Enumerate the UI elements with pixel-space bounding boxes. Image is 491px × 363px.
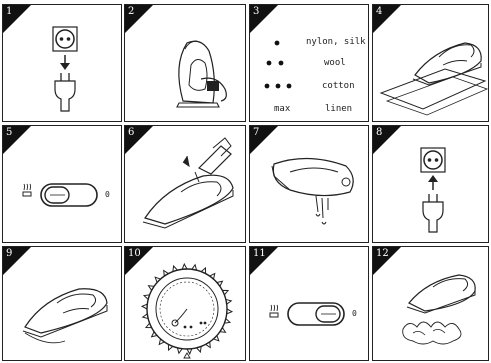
iron-vertical-steam-illustration	[373, 247, 489, 361]
wall-socket-unplug-illustration	[3, 5, 122, 122]
step-number: 11	[253, 248, 266, 259]
step-number: 9	[6, 248, 13, 259]
dial-tooth	[222, 290, 228, 294]
dial-tooth	[164, 270, 169, 276]
dial-tooth	[206, 342, 211, 348]
steam-switch-off-illustration	[250, 247, 369, 361]
step-panel-12	[372, 246, 489, 361]
wall-socket-unplug-illustration	[373, 126, 489, 243]
dial-tooth	[201, 268, 205, 274]
step-number: 4	[376, 6, 383, 17]
dial-tooth	[168, 344, 172, 350]
step-number: 6	[128, 127, 135, 138]
dial-tooth	[192, 265, 197, 270]
iron-resting-illustration	[3, 247, 122, 361]
step-panel-5	[2, 125, 122, 243]
step-panel-2	[124, 4, 246, 122]
step-number: 12	[376, 248, 389, 259]
step-number: 1	[6, 6, 13, 17]
step-panel-6	[124, 125, 246, 243]
steam-icon	[23, 184, 31, 196]
iron-on-fabric-illustration	[373, 5, 489, 122]
dial-tooth	[226, 299, 231, 304]
dial-tooth	[143, 314, 148, 319]
step-panel-10	[124, 246, 246, 361]
fabric-label-cotton: cotton	[322, 81, 355, 91]
step-panel-7	[249, 125, 369, 243]
dial-tooth	[214, 336, 219, 341]
off-mark: 0	[352, 309, 357, 318]
dial-tooth	[155, 277, 160, 282]
off-mark: 0	[105, 190, 110, 199]
max-label: max	[274, 104, 291, 114]
step-number: 5	[6, 127, 13, 138]
step-panel-8	[372, 125, 489, 243]
step-number: 2	[128, 6, 135, 17]
step-panel-9	[2, 246, 122, 361]
steam-switch-on-illustration	[3, 126, 122, 243]
iron-fill-water-illustration	[125, 126, 246, 243]
temperature-dial-illustration	[125, 247, 246, 361]
step-number: 10	[128, 248, 141, 259]
step-number: 3	[253, 6, 260, 17]
dial-tooth	[210, 274, 215, 279]
dial-tooth	[177, 348, 182, 353]
step-panel-11	[249, 246, 369, 361]
dial-tooth	[152, 332, 157, 337]
step-number: 8	[376, 127, 383, 138]
step-number: 7	[253, 127, 260, 138]
dial-tooth	[146, 323, 152, 327]
dial-tooth	[148, 286, 154, 291]
dial-tooth	[220, 328, 226, 333]
fabric-label-wool: wool	[324, 58, 346, 68]
step-panel-1	[2, 4, 122, 122]
step-panel-3	[249, 4, 369, 122]
dial-tooth	[159, 339, 164, 344]
iron-upright-filling-illustration	[125, 5, 246, 122]
steam-icon	[270, 305, 278, 317]
fabric-label-nylon-silk: nylon, silk	[306, 37, 366, 47]
step-panel-4	[372, 4, 489, 122]
fabric-label-linen: linen	[325, 104, 353, 114]
iron-draining-illustration	[250, 126, 369, 243]
dial-tooth	[217, 281, 222, 286]
